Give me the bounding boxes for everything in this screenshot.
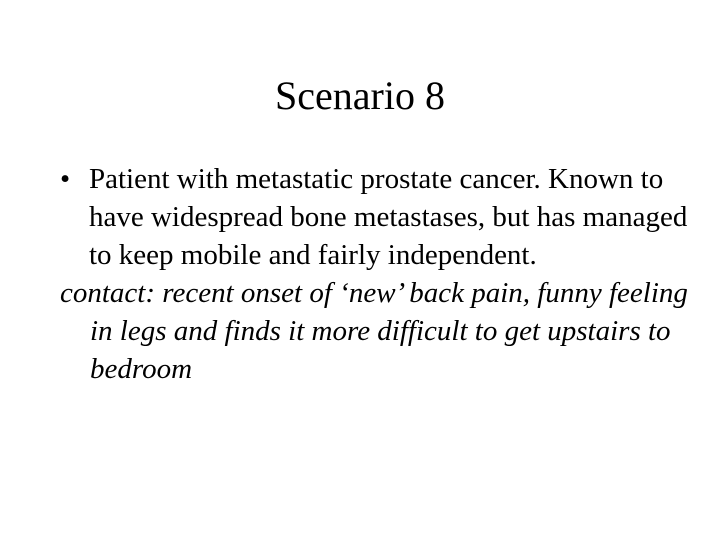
- bullet-item: [60, 160, 700, 274]
- slide-body: [60, 160, 700, 388]
- contact-note: contact: recent onset of ‘new’ back pain, funny feeling in legs and finds it more difficult to get upstairs to bedroom: [60, 277, 688, 385]
- bullet-text: Patient with metastatic prostate cancer. Known to have widespread bone metastases, but has managed to keep mobile and fairly independent.: [89, 163, 688, 271]
- slide-title: Scenario 8: [275, 73, 445, 118]
- bullet-icon: •: [60, 163, 71, 195]
